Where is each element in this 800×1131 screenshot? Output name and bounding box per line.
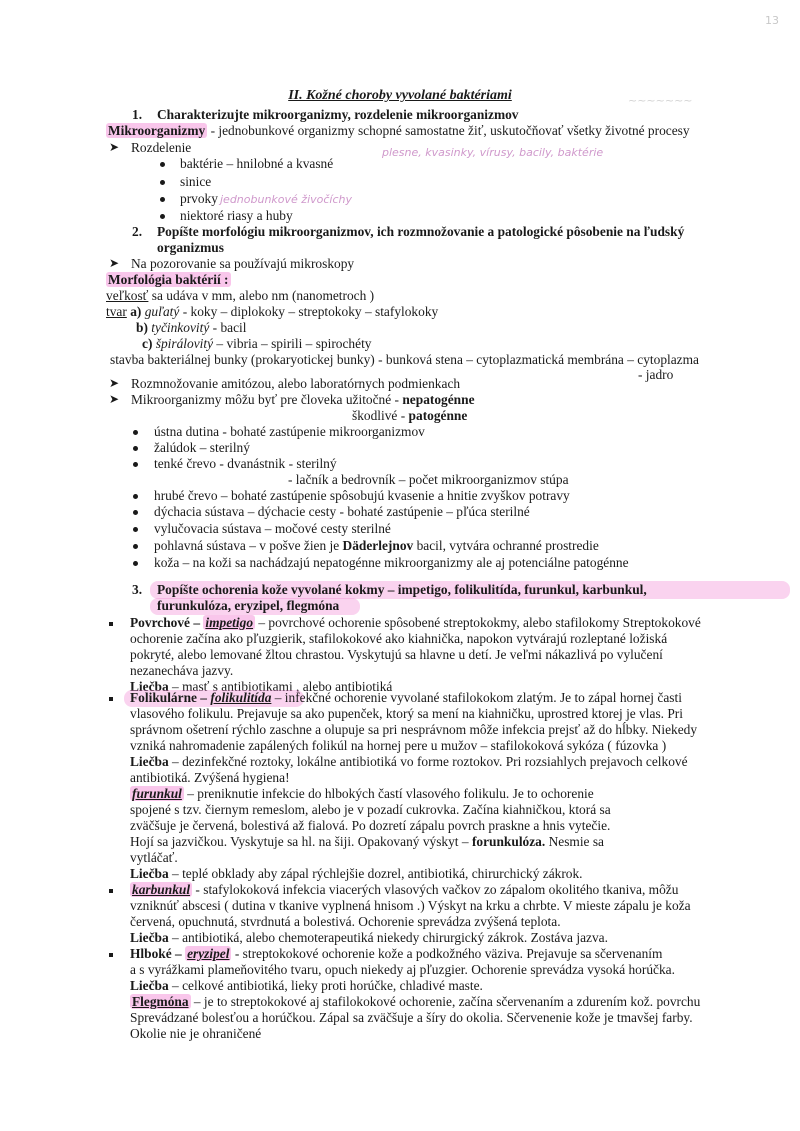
- size-text: sa udáva v mm, alebo nm (nanometroch ): [151, 288, 375, 303]
- therapy-text: – antibiotiká, alebo chemoterapeutiká niekedy chirurgický zákrok. Zostáva jazva.: [172, 930, 608, 945]
- q3-number: 3.: [132, 582, 143, 597]
- q1-item-3: niektoré riasy a huby: [180, 208, 293, 223]
- phlegmon-line-2: Sprevádzané bolesťou a horúčkou. Zápal sa zväčšuje a šíry do okolia. Sčervenenie kože je tmavšej farby.: [130, 1010, 693, 1025]
- square-bullet-icon: [109, 953, 113, 957]
- body-item-1: žalúdok – sterilný: [154, 440, 250, 455]
- impetigo-text-1: – povrchové ochorenie spôsobené streptokokmy, alebo stafilokomy Streptokokové: [258, 615, 701, 630]
- therapy-text: – masť s antibiotikami , alebo antibiotiká: [172, 679, 393, 694]
- impetigo-name: impetigo: [205, 615, 254, 630]
- square-bullet-icon: [109, 622, 113, 626]
- term-mikroorganizmy: Mikroorganizmy: [108, 123, 206, 138]
- shape-c-prefix: c): [142, 336, 153, 351]
- phlegmon-line-3: Okolie nie je ohraničené: [130, 1026, 262, 1041]
- erysipelas-label: Hlboké –: [130, 946, 182, 961]
- q1-definition-line: [106, 123, 690, 139]
- shape-b-name: tyčinkovitý: [151, 320, 210, 335]
- impetigo-line-2: ochorenie začína ako pľuzgierik, stafilokokové ako kiahnička, napokon vytvárajú rozleptané ložiská: [130, 631, 668, 646]
- therapy-label: Liečba: [130, 679, 169, 694]
- q1-item-2: prvoky: [180, 191, 218, 206]
- genital-prefix: pohlavná sústava – v pošve žien je: [154, 538, 340, 553]
- carbuncle-text-1: - stafylokoková infekcia viacerých vlasových vačkov zo zápalom okolitého tkaniva, môžu: [195, 882, 679, 897]
- folliculitis-name: folikulitída: [210, 690, 272, 705]
- furuncle-therapy: [130, 866, 583, 882]
- erysipelas-line-1: [130, 946, 662, 962]
- shape-b-text: - bacil: [212, 320, 247, 335]
- arrow-bullet-icon: ➤: [109, 140, 120, 154]
- usefulness-line: [131, 392, 475, 408]
- therapy-text: – teplé obklady aby zápal rýchlejšie dozrel, antibiotiká, chirurchický zákrok.: [172, 866, 583, 881]
- folliculitis-therapy-1: [130, 754, 688, 770]
- body-item-0: ústna dutina - bohaté zastúpenie mikroorganizmov: [154, 424, 425, 439]
- shape-a-prefix: a): [130, 304, 142, 319]
- harmful-bold: patogénne: [408, 408, 468, 423]
- genital-suffix: bacil, vytvára ochranné prostredie: [416, 538, 599, 553]
- usefulness-prefix: Mikroorganizmy môžu byť pre človeka užitočné -: [131, 392, 399, 407]
- therapy-label: Liečba: [130, 930, 169, 945]
- folliculitis-text-1: – infekčné ochorenie vyvolané stafilokokom zlatým. Je to zápal hornej časti: [274, 690, 682, 705]
- bullet-icon: [133, 430, 138, 435]
- carbuncle-line-3: červená, opuchnutá, stvrdnutá a bolestivá. Ochorenie sprevádza zvýšená teplota.: [130, 914, 561, 929]
- size-label: veľkosť: [106, 288, 149, 303]
- bullet-icon: [160, 214, 165, 219]
- q1-number: 1.: [132, 107, 143, 122]
- handwritten-note-2: jednobunkové živočíchy: [220, 193, 353, 206]
- q2-heading-1: Popíšte morfológiu mikroorganizmov, ich rozmnožovanie a patologické pôsobenie na ľudský: [157, 224, 685, 239]
- genital-bold: Däderlejnov: [342, 538, 414, 553]
- q2-shape-a-line: [106, 304, 438, 320]
- q2-morph-label: [106, 272, 231, 288]
- body-item-5: vylučovacia sústava – močové cesty sterilné: [154, 521, 391, 536]
- erysipelas-line-2: a s vyrážkami plameňovitého tvaru, opuch niekedy aj pľuzgier. Ochorenie sprevádza vysoká horúčka.: [130, 962, 675, 977]
- cell-structure-2: - jadro: [638, 367, 674, 382]
- harmful-line: [352, 408, 467, 424]
- folliculitis-line-1: [130, 690, 682, 706]
- q2-shape-b-line: [136, 320, 246, 336]
- morphology-heading: Morfológia baktérií :: [108, 272, 229, 287]
- furuncle-text-1: – preniknutie infekcie do hlbokých častí vlasového folikulu. Je to ochorenie: [187, 786, 594, 801]
- bullet-icon: [133, 561, 138, 566]
- erysipelas-therapy: [130, 978, 483, 994]
- impetigo-line-3: pokryté, alebo lemované žltou chrastou. Vyskytujú sa hlavne u detí. Je veľmi nákazlivá po vylučení: [130, 647, 663, 662]
- page-title: II. Kožné choroby vyvolané baktériami: [288, 88, 512, 103]
- phlegmon-line-1: [130, 994, 700, 1010]
- handwritten-note: plesne, kvasinky, vírusy, bacily, baktérie: [382, 146, 604, 159]
- therapy-label: Liečba: [130, 978, 169, 993]
- impetigo-label: Povrchové –: [130, 615, 201, 630]
- reproduction: Rozmnožovanie amitózou, alebo laboratórnych podmienkach: [131, 376, 461, 391]
- bullet-icon: [133, 462, 138, 467]
- shape-c-name: špirálovitý: [155, 336, 214, 351]
- q1-heading: Charakterizujte mikroorganizmy, rozdelenie mikroorganizmov: [157, 107, 519, 122]
- bullet-icon: [160, 162, 165, 167]
- shape-label: tvar: [106, 304, 127, 319]
- phlegmon-text-1: – je to streptokokové aj stafilokokové ochorenie, začína sčervenaním a zdurením kož. povrchu: [193, 994, 701, 1009]
- skin-item: koža – na koži sa nachádzajú nepatogénne mikroorganizmy ale aj potenciálne patogénne: [154, 555, 629, 570]
- small-intestine-sub: - lačník a bedrovník – počet mikroorganizmov stúpa: [288, 472, 569, 487]
- furuncle-text-4b: Nesmie sa: [548, 834, 605, 849]
- bullet-icon: [133, 446, 138, 451]
- bullet-icon: [133, 510, 138, 515]
- shape-a-name: guľatý: [144, 304, 180, 319]
- genital-item: [154, 538, 599, 554]
- erysipelas-name: eryzipel: [187, 946, 230, 961]
- carbuncle-line-1: [130, 882, 678, 898]
- q1-division-label: Rozdelenie: [131, 140, 192, 155]
- body-item-4: dýchacia sústava – dýchacie cesty - bohaté zastúpenie – pľúca sterilné: [154, 504, 530, 519]
- arrow-bullet-icon: ➤: [109, 256, 120, 270]
- therapy-text: – dezinfekčné roztoky, lokálne antibiotiká vo forme roztokov. Pri rozsiahlych prejavoch celkové: [172, 754, 688, 769]
- folliculitis-line-4: vzniká nahromadenie zapálených folikúl na hornej pere u mužov – stafilokoková sykóza ( fúzovka ): [130, 738, 667, 753]
- harmful-prefix: škodlivé -: [352, 408, 406, 423]
- bullet-icon: [160, 180, 165, 185]
- usefulness-bold: nepatogénne: [402, 392, 475, 407]
- q1-item-1: sinice: [180, 174, 212, 189]
- q2-number: 2.: [132, 224, 143, 239]
- q3-heading-1: Popíšte ochorenia kože vyvolané kokmy – impetigo, folikulitída, furunkul, karbunkul,: [157, 582, 647, 597]
- folliculitis-line-3: správnom ošetrení rýchlo zaschne a olupuje sa pri nesprávnom môže infekcia prejsť až do hĺbky. Niekedy: [130, 722, 698, 737]
- erysipelas-text-1: - streptokokové ochorenie kože a podkožného väziva. Prejavuje sa sčervenaním: [234, 946, 663, 961]
- therapy-label: Liečba: [130, 866, 169, 881]
- furuncle-line-5: vytláčať.: [130, 850, 178, 865]
- furuncle-name: furunkul: [132, 786, 182, 801]
- q2-shape-c-line: [142, 336, 372, 352]
- corner-mark: 13: [765, 14, 779, 27]
- phlegmon-name: Flegmóna: [132, 994, 189, 1009]
- furuncle-line-1: [130, 786, 594, 802]
- q2-heading-2: organizmus: [157, 240, 224, 255]
- carbuncle-line-2: vzniknúť abscesi ( dutina v tkanive vyplnená hnisom .) Výskyt na krku a chrbte. V mieste zápalu je koža: [130, 898, 691, 913]
- q2-size-line: [106, 288, 374, 304]
- body-item-3: hrubé črevo – bohaté zastúpenie spôsobujú kvasenie a hnitie zvyškov potravy: [154, 488, 570, 503]
- arrow-bullet-icon: ➤: [109, 392, 120, 406]
- carbuncle-therapy: [130, 930, 608, 946]
- furuncle-line-2: spojené s tzv. čiernym remeslom, alebo je v pozadí cukrovka. Začína kiahničkou, ktorá sa: [130, 802, 611, 817]
- folliculitis-therapy-2: antibiotiká. Zvýšená hygiena!: [130, 770, 290, 785]
- bullet-icon: [160, 197, 165, 202]
- furuncle-line-4: [130, 834, 604, 850]
- shape-a-text: - koky – diplokoky – streptokoky – stafylokoky: [182, 304, 439, 319]
- q2-microscope: Na pozorovanie sa používajú mikroskopy: [131, 256, 355, 271]
- arrow-bullet-icon: ➤: [109, 376, 120, 390]
- furunculosis-term: forunkulóza.: [471, 834, 546, 849]
- bullet-icon: [133, 544, 138, 549]
- bullet-icon: [133, 527, 138, 532]
- therapy-text: – celkové antibiotiká, lieky proti horúčke, chladivé maste.: [172, 978, 483, 993]
- body-item-2: tenké črevo - dvanástnik - sterilný: [154, 456, 337, 471]
- carbuncle-name: karbunkul: [132, 882, 191, 897]
- folliculitis-label: Folikulárne –: [130, 690, 208, 705]
- folliculitis-line-2: vlasového folikulu. Prejavuje sa ako pupenček, ktorý sa mení na kiahničku, uprostred ktorej je vlas. Pri: [130, 706, 683, 721]
- impetigo-line-4: nezanecháva jazvy.: [130, 663, 234, 678]
- square-bullet-icon: [109, 889, 113, 893]
- cell-structure: stavba bakteriálnej bunky (prokaryotickej bunky) - bunková stena – cytoplazmatická membrána – cytoplazma: [110, 352, 699, 367]
- q1-definition: - jednobunkové organizmy schopné samostatne žiť, uskutočňovať všetky životné procesy: [210, 123, 690, 138]
- shape-c-text: – vibria – spirili – spirochéty: [216, 336, 372, 351]
- bullet-icon: [133, 494, 138, 499]
- furuncle-text-4: Hojí sa jazvičkou. Vyskytuje sa hl. na šiji. Opakovaný výskyt –: [130, 834, 469, 849]
- shape-b-prefix: b): [136, 320, 148, 335]
- impetigo-line-1: [130, 615, 701, 631]
- square-bullet-icon: [109, 697, 113, 701]
- furuncle-line-3: zväčšuje je červená, bolestivá až fialová. Po dozretí zápalu povrch praskne a hnis vytečie.: [130, 818, 611, 833]
- q1-item-0: baktérie – hnilobné a kvasné: [180, 156, 334, 171]
- q3-heading-2: furunkulóza, eryzipel, flegmóna: [157, 598, 340, 613]
- bleed-through-text: ~~~~~~~: [628, 94, 693, 107]
- therapy-label: Liečba: [130, 754, 169, 769]
